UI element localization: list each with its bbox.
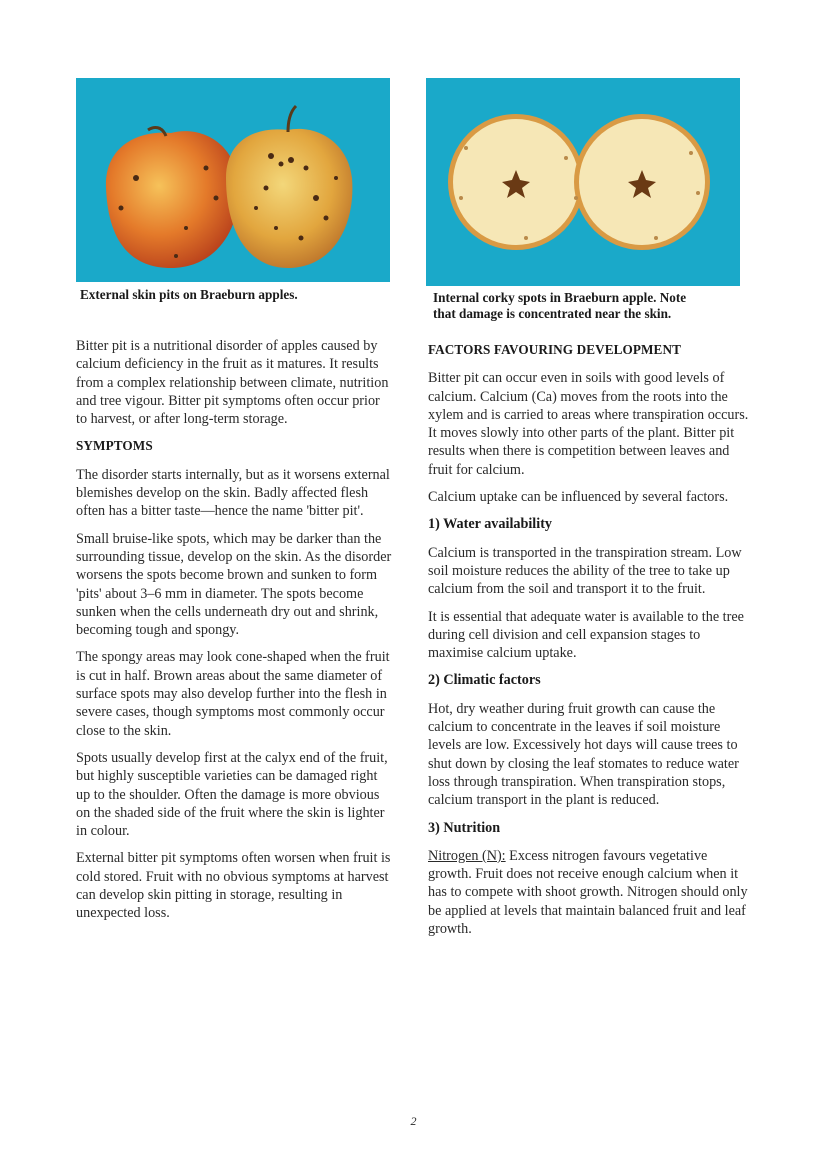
climate-paragraph: Hot, dry weather during fruit growth can cause the calcium to concentrate in the leaves if soil moisture levels are low. Excessively hot days will cause trees to shut down by closing the leaf stomates to reduce water loss through transpiration. When transpiration stops, calcium transport in the plant is reduced. <box>428 700 739 809</box>
factors-paragraph-2: Calcium uptake can be influenced by several factors. <box>428 489 729 506</box>
nutrition-heading: 3) Nutrition <box>428 819 501 836</box>
left-column <box>76 337 394 932</box>
factors-paragraph-1: Bitter pit can occur even in soils with good levels of calcium. Calcium (Ca) moves from the roots into the xylem and is carried to areas where transpiration occurs. It moves slowly into other parts of the plant. Bitter pit results when there is competition between leaves and fruit for calcium. <box>428 370 749 478</box>
symptoms-paragraph-1: The disorder starts internally, but as it worsens external blemishes develop on the skin. Badly affected flesh often has a bitter taste—hence the name 'bitter pit'. <box>76 466 390 520</box>
factors-heading: FACTORS FAVOURING DEVELOPMENT <box>428 342 681 357</box>
right-caption-line1: Internal corky spots in Braeburn apple. Note <box>433 290 687 305</box>
nitrogen-label: Nitrogen (N): <box>428 847 506 864</box>
apples-illustration <box>76 78 390 282</box>
page-number: 2 <box>410 1114 417 1128</box>
water-paragraph-2: It is essential that adequate water is available to the tree during cell division and cell expansion stages to maximise calcium uptake. <box>428 608 744 662</box>
symptoms-paragraph-4: Spots usually develop first at the calyx end of the fruit, but highly susceptible varieties can be damaged right up to the shoulder. Often the damage is more obvious on the shaded side of the fruit where the skin is lighter in colour. <box>76 749 388 840</box>
right-column <box>428 337 750 947</box>
symptoms-heading: SYMPTOMS <box>76 438 153 454</box>
climate-heading: 2) Climatic factors <box>428 672 541 689</box>
water-paragraph-1: Calcium is transported in the transpiration stream. Low soil moisture reduces the ability of the tree to take up calcium from the soil and transport it to the fruit. <box>428 544 742 598</box>
water-heading: 1) Water availability <box>428 516 553 533</box>
nitrogen-paragraph <box>428 847 750 938</box>
external-pits-photo <box>76 78 390 282</box>
nitrogen-text: Excess nitrogen favours vegetative growth. Fruit does not receive enough calcium when it has to compete with shoot growth. Nitrogen should only be applied at levels that maintain balanced fruit and leaf growth. <box>428 847 748 938</box>
halved-apples-illustration <box>426 78 740 286</box>
symptoms-paragraph-3: The spongy areas may look cone-shaped when the fruit is cut in half. Brown areas about the same diameter of surface spots may also develop further into the flesh in severe cases, though symptoms most commonly occur close to the skin. <box>76 649 390 739</box>
symptoms-paragraph-5: External bitter pit symptoms often worsen when fruit is cold stored. Fruit with no obvious symptoms at harvest can develop skin pitting in storage, resulting in unexpected loss. <box>76 850 391 922</box>
internal-spots-photo <box>426 78 740 286</box>
right-caption-line2: that damage is concentrated near the skin. <box>433 306 672 321</box>
right-photo-caption <box>433 290 743 322</box>
left-photo-caption: External skin pits on Braeburn apples. <box>80 287 298 302</box>
intro-paragraph: Bitter pit is a nutritional disorder of apples caused by calcium deficiency in the fruit as it matures. It results from a complex relationship between climate, nutrition and tree vigour. Bitter pit symptoms often occur prior to harvest, or after long-term storage. <box>76 338 389 428</box>
symptoms-paragraph-2: Small bruise-like spots, which may be darker than the surrounding tissue, develop on the skin. As the disorder worsens the spots become brown and sunken to form 'pits' about 3–6 mm in diameter. The spots become sunken when the cells underneath dry out and shrink, becoming tough and spongy. <box>76 530 392 639</box>
